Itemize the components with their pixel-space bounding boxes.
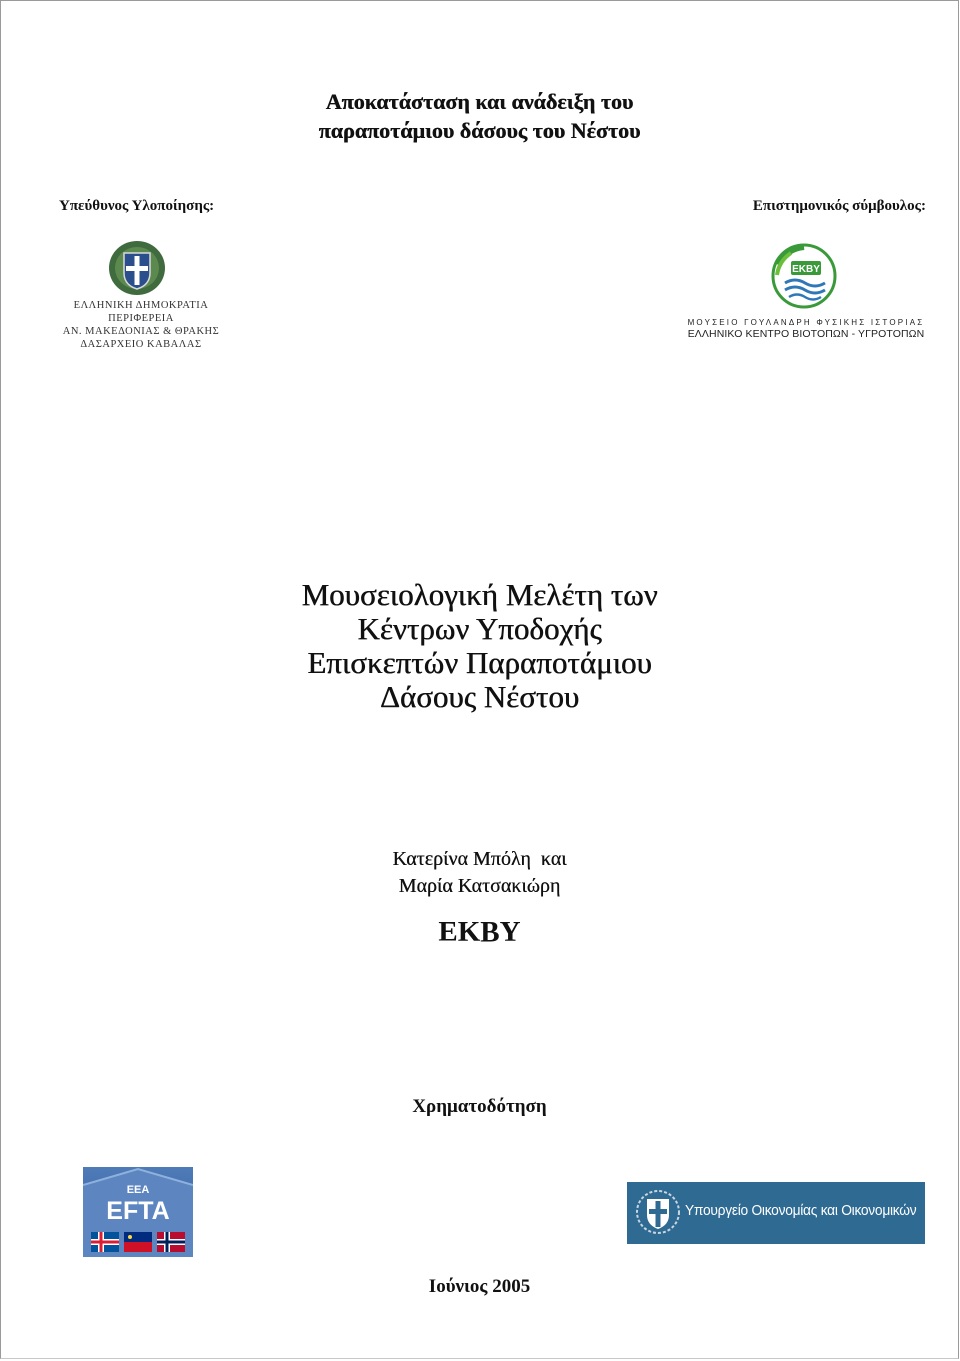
ekby-caption-line2: ΕΛΛΗΝΙΚΟ ΚΕΝΤΡΟ ΒΙΟΤΟΠΩΝ - ΥΓΡΟΤΟΠΩΝ [687,328,925,340]
eea-efta-logo-icon [83,1167,193,1257]
caption-line: ΔΑΣΑΡΧΕΙΟ ΚΑΒΑΛΑΣ [80,339,202,350]
norway-flag-icon [157,1232,185,1252]
liechtenstein-flag-icon [124,1232,152,1252]
caption-line: ΠΕΡΙΦΕΡΕΙΑ [108,313,174,324]
ministry-name: Υπουργείο Οικονομίας και Οικονομικών [685,1202,917,1219]
efta-main-text: EFTA [106,1197,170,1225]
authors-line2: Μαρία Κατσακιώρη [398,875,561,897]
main-title [1,578,958,714]
project-title [1,87,958,145]
greek-emblem-caption [61,299,221,351]
main-title-line4: Δάσους Νέστου [379,679,580,714]
main-title-line2: Κέντρων Υποδοχής [357,611,602,646]
funding-label: Χρηματοδότηση [412,1096,547,1117]
main-title-line1: Μουσειολογική Μελέτη των [301,577,658,612]
publication-date: Ιούνιος 2005 [428,1276,531,1297]
greek-emblem-icon [107,239,167,297]
organization-name: ΕΚΒΥ [438,916,521,948]
ekby-badge-text: ΕΚΒΥ [792,264,820,275]
implementer-label: Υπεύθυνος Υλοποίησης: [59,198,215,214]
greek-emblem-icon [635,1189,681,1235]
caption-line: ΕΛΛΗΝΙΚΗ ΔΗΜΟΚΡΑΤΙΑ [73,300,209,311]
efta-top-text: EEA [126,1184,150,1196]
ekby-caption [677,317,935,341]
authors [1,846,958,900]
scientific-advisor-label: Επιστημονικός σύμβουλος: [752,198,926,214]
project-title-line2: παραποτάμιου δάσους του Νέστου [318,118,641,143]
authors-line1: Κατερίνα Μπόλη και [392,848,567,870]
ekby-logo-icon [771,243,837,309]
caption-line: ΑΝ. ΜΑΚΕΔΟΝΙΑΣ & ΘΡΑΚΗΣ [62,326,220,337]
project-title-line1: Αποκατάσταση και ανάδειξη του [325,89,634,114]
iceland-flag-icon [91,1232,119,1252]
main-title-line3: Επισκεπτών Παραποτάμιου [307,645,652,680]
ekby-caption-line1: ΜΟΥΣΕΙΟ ΓΟΥΛΑΝΔΡΗ ΦΥΣΙΚΗΣ ΙΣΤΟΡΙΑΣ [687,318,925,327]
